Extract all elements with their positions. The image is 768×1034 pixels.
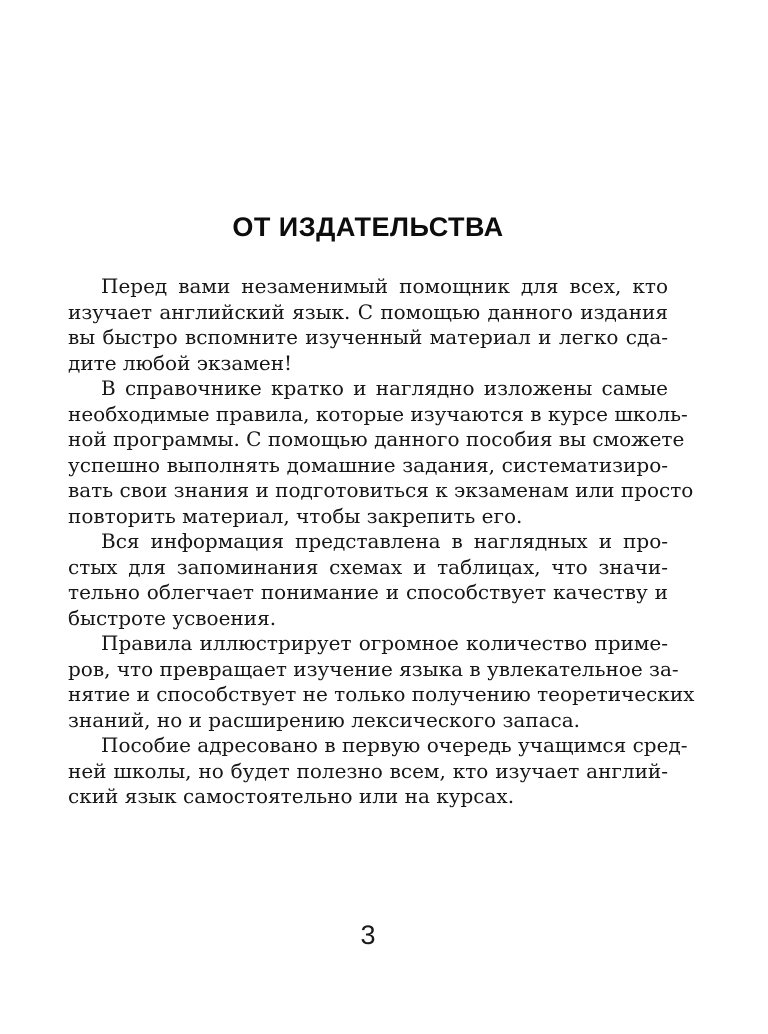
text-line: Правила иллюстрирует огромное количество приме-: [101, 631, 668, 655]
text-line: вы быстро вспомните изученный материал и легко сда-: [68, 325, 668, 349]
chapter-title: ОТ ИЗДАТЕЛЬСТВА: [232, 212, 504, 242]
text-line: ной программы. С помощью данного пособия вы сможете: [68, 427, 685, 451]
text-line: Перед вами незаменимый помощник для всех, кто: [101, 274, 668, 298]
body-text: [68, 274, 695, 810]
text-line: дите любой экзамен!: [68, 350, 293, 375]
text-line: необходимые правила, которые изучаются в курсе школь-: [68, 401, 688, 426]
text-line: ней школы, но будет полезно всем, кто изучает англий-: [68, 758, 668, 783]
text-line: тельно облегчает понимание и способствует качеству и: [68, 580, 668, 604]
text-line: ров, что превращает изучение языка в увлекательное за-: [68, 656, 679, 681]
text-line: нятие и способствует не только получению теоретических: [68, 682, 695, 706]
paragraph: [68, 733, 688, 810]
text-line: Пособие адресовано в первую очередь учащимся сред-: [101, 733, 688, 757]
text-line: стых для запоминания схемах и таблицах, что значи-: [68, 554, 668, 579]
text-line: Вся информация представлена в наглядных и про-: [101, 529, 668, 553]
text-line: ский язык самостоятельно или на курсах.: [68, 784, 515, 808]
text-line: изучает английский язык. С помощью данного издания: [68, 299, 668, 324]
paragraph: [68, 529, 668, 631]
page-number: 3: [360, 920, 376, 950]
text-line: повторить материал, чтобы закрепить его.: [68, 503, 523, 528]
text-line: быстроте усвоения.: [68, 605, 277, 630]
text-line: успешно выполнять домашние задания, систематизиро-: [68, 452, 668, 477]
paragraph: [68, 274, 668, 376]
text-line: знаний, но и расширению лексического запаса.: [68, 707, 581, 732]
paragraph: [68, 376, 694, 529]
paragraph: [68, 631, 695, 733]
text-line: В справочнике кратко и наглядно изложены самые: [101, 376, 668, 400]
text-line: вать свои знания и подготовиться к экзаменам или просто: [68, 478, 694, 502]
